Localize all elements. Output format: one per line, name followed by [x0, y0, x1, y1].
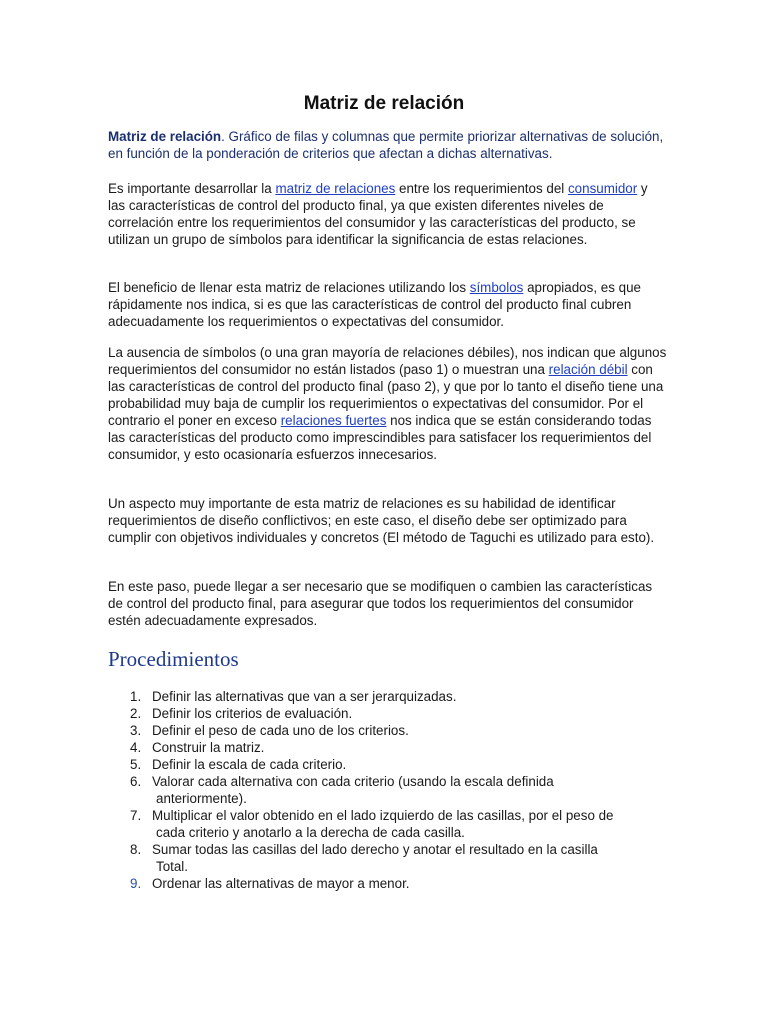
list-item-number: 4. [130, 740, 142, 755]
definition-term: Matriz de relación [108, 129, 222, 144]
paragraph-modify: En este paso, puede llegar a ser necesario que se modifiquen o cambien las características de control del producto final, para asegurar que todos los requerimientos del consumidor estén adecuadamente expresados. [108, 579, 653, 628]
list-item-number: 5. [130, 757, 142, 772]
list-item-text-continued: anteriormente). [156, 791, 247, 806]
list-item-number: 3. [130, 723, 142, 738]
paragraph-text: El beneficio de llenar esta matriz de relaciones utilizando los [108, 280, 470, 295]
link-relacion-debil[interactable]: relación débil [548, 362, 628, 377]
list-item-text-continued: Total. [156, 859, 189, 874]
list-item-number: 2. [130, 706, 142, 721]
paragraph-conflict: Un aspecto muy importante de esta matriz de relaciones es su habilidad de identificar requerimientos de diseño conflictivos; en este caso, el diseño debe ser optimizado para cumplir con objetivos individuales y concretos (El método de Taguchi es utilizado para esto). [108, 496, 655, 545]
paragraph-importance [108, 180, 668, 248]
paragraph-text: con las características de control del producto final (paso 2), y que por lo tanto el diseño tiene una probabilidad muy baja de cumplir los requerimientos o expectativas del consumidor. Por el contrario el poner en exceso [108, 362, 664, 428]
list-item-number: 7. [130, 808, 142, 823]
paragraph-text: entre los requerimientos del [395, 181, 568, 196]
list-item-text: Sumar todas las casillas del lado derecho y anotar el resultado en la casilla [152, 842, 598, 857]
link-consumidor[interactable]: consumidor [567, 181, 638, 196]
list-item-text: Definir el peso de cada uno de los criterios. [152, 723, 409, 738]
list-item [108, 807, 668, 841]
link-simbolos[interactable]: símbolos [469, 280, 524, 295]
page-title: Matriz de relación [303, 93, 465, 114]
list-item-text: Construir la matriz. [152, 740, 265, 755]
list-item [108, 841, 668, 875]
list-item [108, 773, 668, 807]
section-heading: Procedimientos [108, 647, 239, 671]
list-item-text: Ordenar las alternativas de mayor a menor. [152, 876, 410, 891]
definition-text: . Gráfico de filas y columnas que permite priorizar alternativas de solución, en función de la ponderación de criterios que afectan a dichas alternativas. [108, 129, 664, 161]
paragraph-text: apropiados, es que rápidamente nos indica, si es que las características de control del producto final cubren adecuadamente los requerimientos o expectativas del consumidor. [108, 280, 641, 329]
link-matriz-de-relaciones[interactable]: matriz de relaciones [275, 181, 396, 196]
paragraph-text: nos indica que se están considerando todas las características del producto como imprescindibles para satisfacer los requerimientos del consumidor, y esto ocasionaría esfuerzos innecesarios. [108, 413, 652, 462]
paragraph-benefit [108, 279, 668, 330]
list-item-text: Multiplicar el valor obtenido en el lado izquierdo de las casillas, por el peso de [152, 808, 614, 823]
procedure-list [108, 688, 668, 892]
list-item-text: Definir la escala de cada criterio. [152, 757, 347, 772]
list-item-text-continued: cada criterio y anotarlo a la derecha de cada casilla. [156, 825, 465, 840]
list-item [108, 688, 668, 705]
paragraph-absence [108, 344, 668, 463]
list-item [108, 875, 668, 892]
list-item [108, 756, 668, 773]
list-item [108, 705, 668, 722]
list-item-number: 1. [130, 689, 142, 704]
list-item-text: Valorar cada alternativa con cada criterio (usando la escala definida [152, 774, 554, 789]
paragraph-text: La ausencia de símbolos (o una gran mayoría de relaciones débiles), nos indican que algunos requerimientos del consumidor no están listados (paso 1) o muestran una [108, 345, 667, 377]
list-item [108, 722, 668, 739]
list-item-text: Definir los criterios de evaluación. [152, 706, 353, 721]
definition-paragraph [108, 128, 668, 162]
list-item-text: Definir las alternativas que van a ser jerarquizadas. [152, 689, 457, 704]
paragraph-text: Es importante desarrollar la [108, 181, 276, 196]
list-item-number: 8. [130, 842, 142, 857]
paragraph-text: y las características de control del producto final, ya que existen diferentes niveles de correlación entre los requerimientos del consumidor y las características del producto, se utilizan un grupo de símbolos para identificar la significancia de estas relaciones. [108, 181, 648, 247]
list-item-number: 9. [130, 876, 142, 891]
list-item-number: 6. [130, 774, 142, 789]
link-relaciones-fuertes[interactable]: relaciones fuertes [280, 413, 387, 428]
list-item [108, 739, 668, 756]
